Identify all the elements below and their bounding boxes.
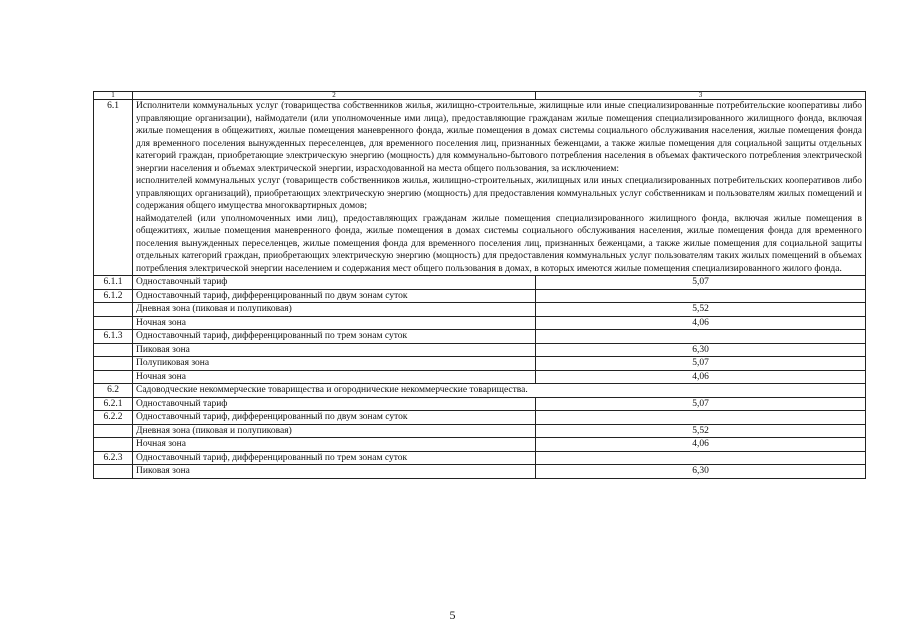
section-number: 6.1 (94, 100, 133, 276)
row-number (94, 438, 133, 452)
section-paragraph: Исполнители коммунальных услуг (товарищества собственников жилья, жилищно-строительные, жилищные или иные специализированные потребительские кооперативы либо управляющие организации), наймодатели (или уполномоченные ими лица), предоставляющие гражданам жилые помещения специализированного жилищного фонда, включая жилые помещения в общежитиях, жилые помещения маневренного фонда, жилые помещения в домах системы социального обслуживания населения, жилые помещения фонда для временного поселения вынужденных переселенцев, для временного поселения лиц, признанных беженцами, а также жилые помещения для социальной защиты отдельных категорий граждан, приобретающие электрическую энергию (мощность) для коммунально-бытового потребления населения в объемах фактического потребления электрической энергии населения и объемах электрической энергии, израсходованной на места общего пользования, за исключением: (136, 101, 862, 174)
table-row (94, 397, 866, 411)
row-number: 6.2 (94, 384, 133, 398)
section-description (133, 100, 866, 276)
row-label: Дневная зона (пиковая и полупиковая) (133, 424, 536, 438)
row-label: Одноставочный тариф, дифференцированный по двум зонам суток (133, 411, 536, 425)
table-row (94, 303, 866, 317)
row-number (94, 465, 133, 479)
row-number: 6.1.1 (94, 276, 133, 290)
tariff-value: 4,06 (536, 370, 866, 384)
row-label: Дневная зона (пиковая и полупиковая) (133, 303, 536, 317)
row-number: 6.1.3 (94, 330, 133, 344)
tariff-value: 5,07 (536, 276, 866, 290)
row-label: Одноставочный тариф, дифференцированный по двум зонам суток (133, 289, 536, 303)
table-row (94, 357, 866, 371)
row-label: Одноставочный тариф (133, 276, 536, 290)
row-number (94, 357, 133, 371)
row-number: 6.2.2 (94, 411, 133, 425)
row-label: Пиковая зона (133, 343, 536, 357)
column-number-row (94, 92, 866, 100)
tariff-value: 5,52 (536, 303, 866, 317)
table-row (94, 411, 866, 425)
row-number (94, 370, 133, 384)
row-label: Полупиковая зона (133, 357, 536, 371)
column-number-2: 2 (133, 92, 536, 100)
table-row (94, 276, 866, 290)
tariff-value (536, 451, 866, 465)
row-label: Одноставочный тариф, дифференцированный по трем зонам суток (133, 330, 536, 344)
table-row (94, 316, 866, 330)
section-paragraph: наймодателей (или уполномоченных ими лиц), предоставляющих гражданам жилые помещения специализированного жилищного фонда, включая жилые помещения в общежитиях, жилые помещения маневренного фонда, жилые помещения в домах системы социального обслуживания населения, жилые помещения фонда для временного поселения вынужденных переселенцев, жилые помещения фонда для временного поселения лиц, признанных беженцами, а также жилые помещения для социальной защиты отдельных категорий граждан, приобретающих электрическую энергию (мощность) для предоставления коммунальных услуг пользователям таких жилых помещений в объемах потребления электрической энергии населением и содержания мест общего пользования в домах, в которых имеются жилые помещения специализированного жилого фонда. (136, 213, 862, 274)
row-label: Ночная зона (133, 438, 536, 452)
row-label: Одноставочный тариф, дифференцированный по трем зонам суток (133, 451, 536, 465)
row-label: Садоводческие некоммерческие товарищества и огороднические некоммерческие товарищества. (133, 384, 866, 398)
tariff-value: 5,07 (536, 397, 866, 411)
table-row (94, 289, 866, 303)
column-number-1: 1 (94, 92, 133, 100)
row-label: Ночная зона (133, 316, 536, 330)
table-row (94, 438, 866, 452)
page-number: 5 (449, 608, 456, 622)
tariff-value (536, 330, 866, 344)
row-label: Одноставочный тариф (133, 397, 536, 411)
tariff-value: 6,30 (536, 465, 866, 479)
table-row (94, 330, 866, 344)
row-label: Ночная зона (133, 370, 536, 384)
tariff-value (536, 289, 866, 303)
row-number: 6.1.2 (94, 289, 133, 303)
table-row (94, 343, 866, 357)
table-row (94, 384, 866, 398)
tariff-value: 5,52 (536, 424, 866, 438)
row-number: 6.2.3 (94, 451, 133, 465)
tariff-value: 6,30 (536, 343, 866, 357)
table-row (94, 370, 866, 384)
section-paragraph: исполнителей коммунальных услуг (товариществ собственников жилья, жилищно-строительных, жилищных или иных специализированных потребительских кооперативов либо управляющих организаций), приобретающих электрическую энергию (мощность) для предоставления коммунальных услуг собственникам и пользователям жилых помещений и содержания общего имущества многоквартирных домов; (136, 176, 862, 211)
table-row (94, 424, 866, 438)
table-row (94, 451, 866, 465)
row-number (94, 303, 133, 317)
tariff-value: 4,06 (536, 316, 866, 330)
row-label: Пиковая зона (133, 465, 536, 479)
tariff-value: 5,07 (536, 357, 866, 371)
tariff-table-body (94, 92, 866, 479)
tariff-value (536, 411, 866, 425)
column-number-3: 3 (536, 92, 866, 100)
row-number: 6.2.1 (94, 397, 133, 411)
row-number (94, 424, 133, 438)
row-number (94, 316, 133, 330)
tariff-value: 4,06 (536, 438, 866, 452)
table-row (94, 465, 866, 479)
tariff-table (93, 91, 866, 479)
section-6-1-row (94, 100, 866, 276)
row-number (94, 343, 133, 357)
